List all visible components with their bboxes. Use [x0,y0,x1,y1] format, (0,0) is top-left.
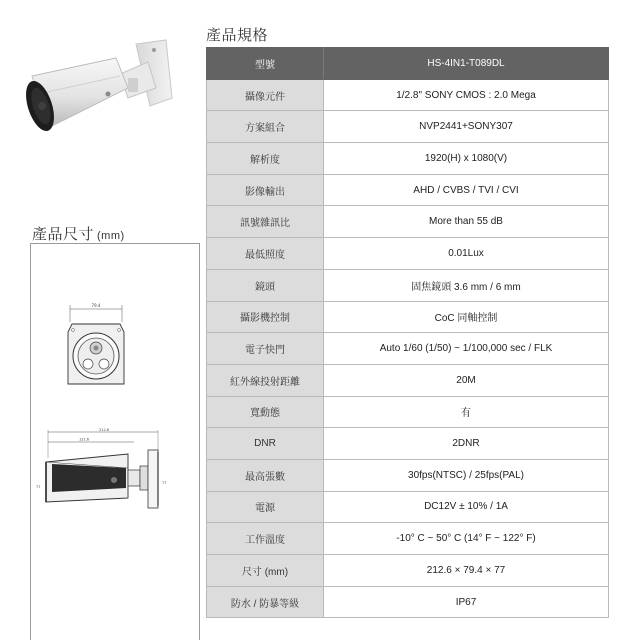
side-view-drawing [34,428,174,518]
spec-label: 攝影機控制 [207,301,324,333]
front-view-drawing [64,300,134,396]
dimensions-unit: (mm) [97,230,125,242]
side-height-label: 77 [36,485,41,489]
spec-value: More than 55 dB [324,206,609,238]
spec-row [207,269,609,301]
spec-row [207,396,609,428]
spec-label: 電子快門 [207,333,324,365]
spec-row [207,586,609,618]
spec-value: NVP2441+SONY307 [324,111,609,143]
spec-value: 固焦鏡頭 3.6 mm / 6 mm [324,269,609,301]
spec-row [207,143,609,175]
spec-row [207,428,609,460]
spec-row [207,364,609,396]
side-body-label: 121.6 [78,437,90,442]
spec-label: 影像輸出 [207,174,324,206]
spec-label: 最低照度 [207,238,324,270]
spec-heading: 產品規格 [206,27,269,44]
spec-value: DC12V ± 10% / 1A [324,491,609,523]
spec-value: 1920(H) x 1080(V) [324,143,609,175]
spec-row [207,174,609,206]
front-width-label: 79.4 [91,303,101,308]
spec-row [207,523,609,555]
spec-label: 鏡頭 [207,269,324,301]
spec-value: 2DNR [324,428,609,460]
spec-label: 紅外線投射距離 [207,364,324,396]
spec-value: 20M [324,364,609,396]
spec-table [206,47,609,618]
spec-label: 攝像元件 [207,79,324,111]
spec-label: 訊號雜訊比 [207,206,324,238]
spec-value: -10° C ~ 50° C (14° F ~ 122° F) [324,523,609,555]
spec-label: 方案組合 [207,111,324,143]
spec-value: Auto 1/60 (1/50) ~ 1/100,000 sec / FLK [324,333,609,365]
spec-label: 最高張數 [207,459,324,491]
spec-row [207,238,609,270]
spec-label: 工作溫度 [207,523,324,555]
spec-value: 1/2.8" SONY CMOS : 2.0 Mega [324,79,609,111]
spec-header-label: 型號 [207,48,324,80]
spec-row [207,333,609,365]
spec-row [207,301,609,333]
spec-label: 尺寸 (mm) [207,555,324,587]
spec-row [207,111,609,143]
spec-label: 寬動態 [207,396,324,428]
dimensions-heading [32,223,125,244]
spec-value: CoC 同軸控制 [324,301,609,333]
spec-value: IP67 [324,586,609,618]
spec-label: DNR [207,428,324,460]
spec-label: 解析度 [207,143,324,175]
spec-value: 0.01Lux [324,238,609,270]
spec-row [207,206,609,238]
spec-row [207,459,609,491]
spec-value: 有 [324,396,609,428]
spec-label: 電源 [207,491,324,523]
side-mount-label: 77 [162,481,167,485]
spec-header-row [207,48,609,80]
spec-row [207,79,609,111]
dimensions-title: 產品尺寸 [32,226,95,243]
camera-product-photo [24,36,176,156]
spec-value: 212.6 × 79.4 × 77 [324,555,609,587]
spec-label: 防水 / 防暴等級 [207,586,324,618]
spec-row [207,555,609,587]
spec-header-value: HS-4IN1-T089DL [324,48,609,80]
spec-row [207,491,609,523]
spec-value: AHD / CVBS / TVI / CVI [324,174,609,206]
spec-value: 30fps(NTSC) / 25fps(PAL) [324,459,609,491]
side-total-label: 212.6 [98,428,110,432]
